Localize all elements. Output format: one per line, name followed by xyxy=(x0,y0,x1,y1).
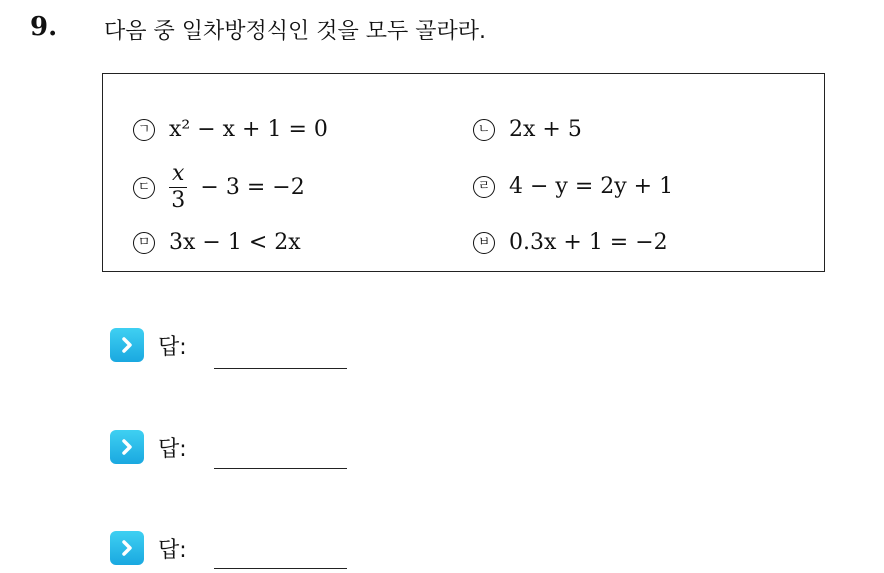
answer-row xyxy=(110,531,187,565)
choice-expression: 4 − y = 2y + 1 xyxy=(509,174,674,199)
question-number: 9. xyxy=(30,12,58,42)
choice-item xyxy=(473,117,582,142)
choice-expression: 0.3x + 1 = −2 xyxy=(509,230,668,255)
answer-label: 답: xyxy=(158,436,187,462)
answer-row xyxy=(110,328,187,362)
choice-item xyxy=(133,230,301,255)
answer-label: 답: xyxy=(158,334,187,360)
choice-expression: 3x − 1 < 2x xyxy=(169,230,301,255)
choice-item xyxy=(133,117,328,142)
choice-marker: ㅂ xyxy=(473,232,495,254)
fraction xyxy=(169,161,187,214)
answer-label: 답: xyxy=(158,537,187,563)
choice-item xyxy=(133,161,305,214)
choice-marker: ㄱ xyxy=(133,119,155,141)
choice-item xyxy=(473,174,673,199)
choice-item xyxy=(473,230,668,255)
chevron-right-icon xyxy=(110,531,144,565)
choices-box xyxy=(102,73,825,272)
choice-expression: − 3 = −2 xyxy=(193,175,305,200)
chevron-right-icon xyxy=(110,430,144,464)
choice-marker: ㄷ xyxy=(133,177,155,199)
fraction-numerator: x xyxy=(169,161,187,188)
answer-blank[interactable] xyxy=(214,368,347,369)
choice-marker: ㅁ xyxy=(133,232,155,254)
choice-expression: x² − x + 1 = 0 xyxy=(169,117,328,142)
fraction-denominator: 3 xyxy=(171,188,186,213)
chevron-right-icon xyxy=(110,328,144,362)
choice-marker: ㄹ xyxy=(473,176,495,198)
choice-marker: ㄴ xyxy=(473,119,495,141)
choice-expression: 2x + 5 xyxy=(509,117,582,142)
question-text: 다음 중 일차방정식인 것을 모두 골라라. xyxy=(104,19,486,44)
answer-blank[interactable] xyxy=(214,568,347,569)
answer-row xyxy=(110,430,187,464)
answer-blank[interactable] xyxy=(214,468,347,469)
